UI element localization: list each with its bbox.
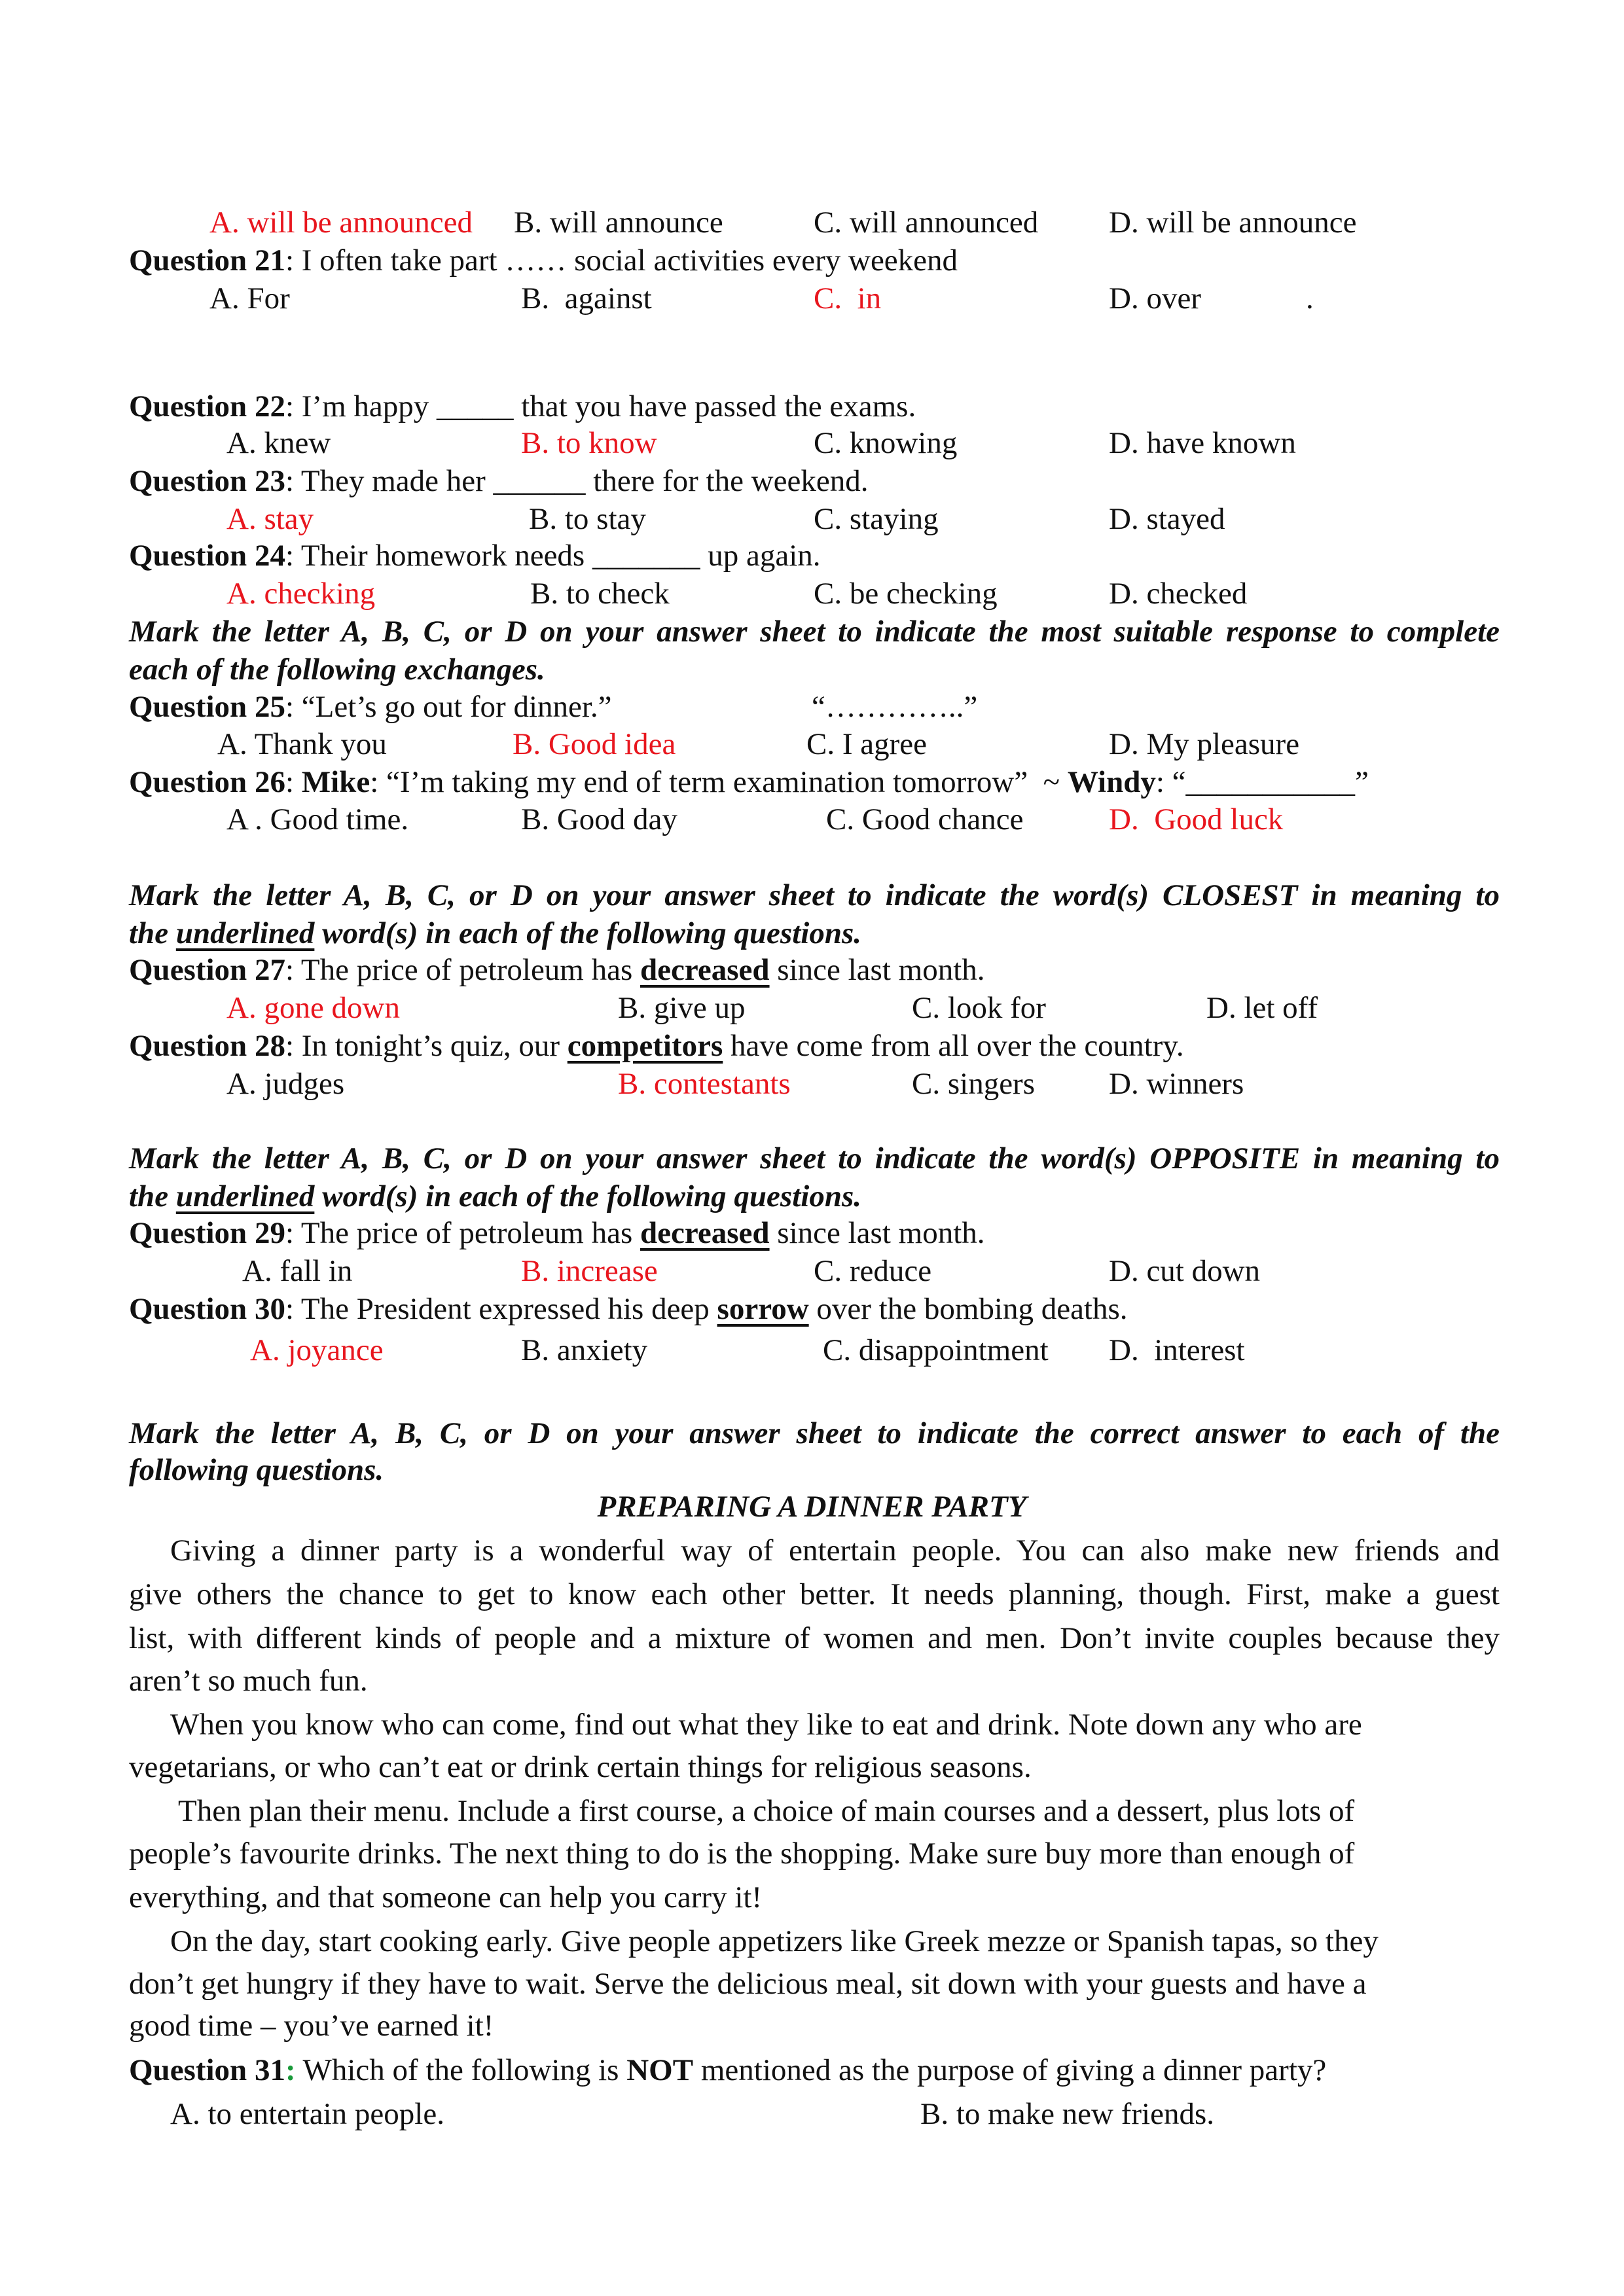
question-23 (129, 462, 868, 500)
question-label: Question 31 (129, 2053, 285, 2087)
passage-line: give others the chance to get to know each other better. It needs planning, though. First, make a guest (129, 1577, 1500, 1611)
key-word: competitors (567, 1029, 723, 1063)
text: the (129, 1179, 176, 1213)
question-30 (129, 1290, 1128, 1328)
question-label: Question 22 (129, 389, 285, 423)
question-26 (129, 763, 1369, 801)
key-word: sorrow (717, 1292, 809, 1326)
passage-line: everything, and that someone can help you carry it! (129, 1880, 763, 1914)
speaker-windy: Windy (1067, 765, 1156, 799)
question-text: over the bombing deaths. (808, 1292, 1128, 1326)
question-text: mentioned as the purpose of giving a dinner party? (693, 2053, 1327, 2087)
q24-option-d[interactable]: D. checked (1109, 577, 1248, 611)
question-21 (129, 242, 958, 279)
question-label: Question 25 (129, 690, 285, 724)
passage-line: people’s favourite drinks. The next thing to do is the shopping. Make sure buy more than enough of (129, 1837, 1355, 1871)
text: the (129, 916, 176, 950)
q30-option-a[interactable]: A. joyance (250, 1333, 384, 1367)
q26-option-c[interactable]: C. Good chance (826, 802, 1024, 836)
instruction-opposite-line2 (129, 1177, 861, 1215)
question-label: Question 23 (129, 464, 285, 498)
q20-option-a[interactable]: A. will be announced (209, 206, 473, 240)
q23-option-c[interactable]: C. staying (814, 502, 939, 536)
question-label: Question 24 (129, 539, 285, 573)
q27-option-d[interactable]: D. let off (1206, 991, 1318, 1025)
reply-blank: : “___________” (1155, 765, 1369, 799)
question-text: : “I’m taking my end of term examination tomorrow” ~ (370, 765, 1068, 799)
q22-option-c[interactable]: C. knowing (814, 426, 958, 460)
q25-option-b[interactable]: B. Good idea (513, 727, 676, 761)
underlined-word: underlined (175, 916, 315, 950)
question-29 (129, 1214, 985, 1252)
colon: : (285, 765, 302, 799)
instruction-exchanges-line2: each of the following exchanges. (129, 653, 545, 687)
instruction-reading-line2: following questions. (129, 1453, 384, 1487)
q26-option-d[interactable]: D. Good luck (1109, 802, 1284, 836)
instruction-closest-line1: Mark the letter A, B, C, or D on your answer sheet to indicate the word(s) CLOSEST in meaning to (129, 878, 1500, 912)
q24-option-a[interactable]: A. checking (226, 577, 376, 611)
q28-option-d[interactable]: D. winners (1109, 1067, 1244, 1101)
question-text: : The President expressed his deep (285, 1292, 717, 1326)
q30-option-d[interactable]: D. interest (1109, 1333, 1245, 1367)
question-text: : I’m happy _____ that you have passed the exams. (285, 389, 916, 423)
q25-reply-blank: “…………..” (812, 690, 978, 724)
question-text: since last month. (769, 953, 985, 987)
q24-option-c[interactable]: C. be checking (814, 577, 998, 611)
q20-option-d[interactable]: D. will be announce (1109, 206, 1357, 240)
question-text: have come from all over the country. (723, 1029, 1184, 1063)
q30-option-c[interactable]: C. disappointment (823, 1333, 1049, 1367)
stray-period: . (1306, 281, 1314, 315)
passage-line: Then plan their menu. Include a first course, a choice of main courses and a dessert, plus lots of (178, 1794, 1355, 1828)
key-word: decreased (640, 1216, 770, 1250)
question-text: : In tonight’s quiz, our (285, 1029, 568, 1063)
q23-option-a[interactable]: A. stay (226, 502, 314, 536)
text: word(s) in each of the following questions. (314, 1179, 862, 1213)
colon: : (285, 2053, 296, 2087)
passage-line: vegetarians, or who can’t eat or drink certain things for religious seasons. (129, 1750, 1032, 1784)
passage-line: When you know who can come, find out what they like to eat and drink. Note down any who are (170, 1708, 1362, 1742)
question-22 (129, 387, 916, 425)
passage-line: On the day, start cooking early. Give people appetizers like Greek mezze or Spanish tapas, so they (170, 1924, 1379, 1958)
text: word(s) in each of the following questions. (314, 916, 862, 950)
question-28 (129, 1027, 1184, 1065)
passage-line: Giving a dinner party is a wonderful way of entertain people. You can also make new friends and (170, 1534, 1500, 1568)
question-text: : The price of petroleum has (285, 953, 641, 987)
passage-line: good time – you’ve earned it! (129, 2009, 494, 2043)
speaker-mike: Mike (301, 765, 370, 799)
q22-option-d[interactable]: D. have known (1109, 426, 1296, 460)
passage-line: list, with different kinds of people and a mixture of women and men. Don’t invite couples because they (129, 1621, 1500, 1655)
q21-option-d[interactable]: D. over (1109, 281, 1201, 315)
q26-option-a[interactable]: A . Good time. (226, 802, 409, 836)
question-label: Question 27 (129, 953, 285, 987)
q21-option-a[interactable]: A. For (209, 281, 290, 315)
q27-option-b[interactable]: B. give up (618, 991, 746, 1025)
question-label: Question 28 (129, 1029, 285, 1063)
question-27 (129, 951, 985, 989)
q29-option-b[interactable]: B. increase (521, 1254, 658, 1288)
q25-option-d[interactable]: D. My pleasure (1109, 727, 1300, 761)
passage-line: don’t get hungry if they have to wait. Serve the delicious meal, sit down with your guests and have a (129, 1967, 1367, 2001)
q26-option-b[interactable]: B. Good day (521, 802, 677, 836)
question-text: : “Let’s go out for dinner.” (285, 690, 612, 724)
question-label: Question 30 (129, 1292, 285, 1326)
q28-option-c[interactable]: C. singers (912, 1067, 1035, 1101)
q31-option-a[interactable]: A. to entertain people. (170, 2097, 444, 2131)
question-label: Question 21 (129, 243, 285, 278)
q29-option-c[interactable]: C. reduce (814, 1254, 932, 1288)
underlined-word: underlined (175, 1179, 315, 1213)
q22-option-b[interactable]: B. to know (521, 426, 657, 460)
q22-option-a[interactable]: A. knew (226, 426, 331, 460)
question-31 (129, 2051, 1326, 2089)
q20-option-b[interactable]: B. will announce (514, 206, 723, 240)
q28-option-a[interactable]: A. judges (226, 1067, 345, 1101)
instruction-exchanges-line1: Mark the letter A, B, C, or D on your answer sheet to indicate the most suitable response to complete (129, 615, 1500, 649)
q25-option-a[interactable]: A. Thank you (217, 727, 387, 761)
instruction-reading-line1: Mark the letter A, B, C, or D on your answer sheet to indicate the correct answer to each of the (129, 1416, 1500, 1450)
passage-line: aren’t so much fun. (129, 1664, 368, 1698)
question-text: Which of the following is (295, 2053, 627, 2087)
q21-option-b[interactable]: B. against (521, 281, 652, 315)
q31-option-b[interactable]: B. to make new friends. (920, 2097, 1215, 2131)
q24-option-b[interactable]: B. to check (530, 577, 670, 611)
key-word: decreased (640, 953, 770, 987)
question-25 (129, 688, 612, 726)
key-word: NOT (626, 2053, 694, 2087)
instruction-opposite-line1: Mark the letter A, B, C, or D on your answer sheet to indicate the word(s) OPPOSITE in meaning to (129, 1141, 1500, 1175)
question-24 (129, 537, 821, 575)
q25-option-c[interactable]: C. I agree (806, 727, 927, 761)
q27-option-a[interactable]: A. gone down (226, 991, 400, 1025)
q23-option-b[interactable]: B. to stay (529, 502, 646, 536)
q23-option-d[interactable]: D. stayed (1109, 502, 1225, 536)
question-text: : The price of petroleum has (285, 1216, 641, 1250)
q29-option-d[interactable]: D. cut down (1109, 1254, 1261, 1288)
reading-title: PREPARING A DINNER PARTY (597, 1490, 1027, 1524)
question-label: Question 29 (129, 1216, 285, 1250)
q29-option-a[interactable]: A. fall in (242, 1254, 353, 1288)
q27-option-c[interactable]: C. look for (912, 991, 1046, 1025)
instruction-closest-line2 (129, 914, 861, 952)
question-label: Question 26 (129, 765, 285, 799)
question-text: : They made her ______ there for the weekend. (285, 464, 869, 498)
q30-option-b[interactable]: B. anxiety (521, 1333, 648, 1367)
question-text: : I often take part …… social activities every weekend (285, 243, 958, 278)
q28-option-b[interactable]: B. contestants (618, 1067, 791, 1101)
q21-option-c[interactable]: C. in (814, 281, 882, 315)
question-text: : Their homework needs _______ up again. (285, 539, 821, 573)
question-text: since last month. (769, 1216, 985, 1250)
q20-option-c[interactable]: C. will announced (814, 206, 1039, 240)
